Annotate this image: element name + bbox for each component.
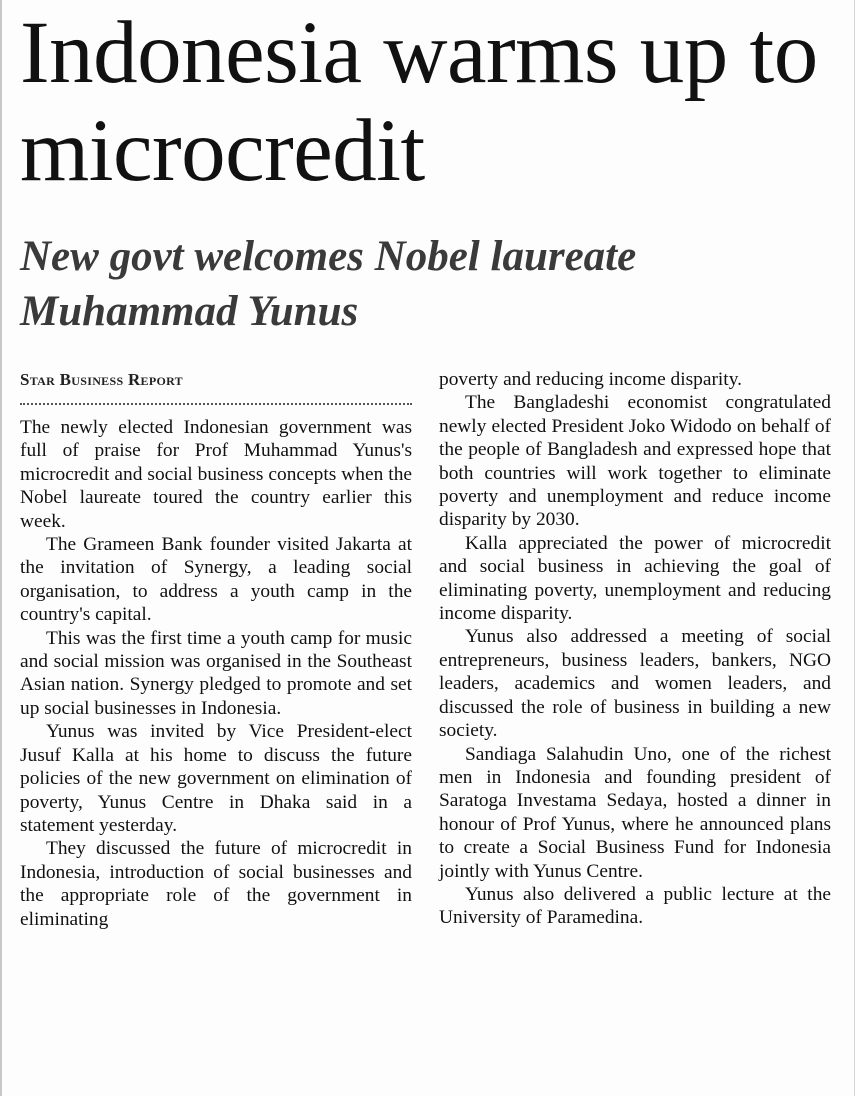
byline-divider	[20, 403, 412, 405]
paragraph: This was the first time a youth camp for music and social mission was organised in the Southeast Asian nation. Synergy pledged to promote and set up social businesses in Indonesia.	[20, 627, 412, 719]
paragraph: The Grameen Bank founder visited Jakarta at the invitation of Synergy, a leading social organisation, to address a youth camp in the country's capital.	[20, 534, 412, 626]
paragraph: Yunus also addressed a meeting of social entrepreneurs, business leaders, bankers, NGO leaders, academics and women leaders, and discussed the role of business in building a new society.	[439, 626, 831, 742]
headline: Indonesia warms up to microcredit	[20, 4, 818, 200]
paragraph: The newly elected Indonesian government was full of praise for Prof Muhammad Yunus's microcredit and social business concepts when the Nobel laureate toured the country earlier this week.	[20, 417, 412, 532]
paragraph: Yunus was invited by Vice President-elect Jusuf Kalla at his home to discuss the future policies of the new government on elimination of poverty, Yunus Centre in Dhaka said in a statement yesterday.	[20, 721, 412, 836]
byline: Star Business Report	[20, 370, 183, 389]
paragraph: Yunus also delivered a public lecture at the University of Paramedina.	[439, 883, 831, 929]
article-column-right	[439, 368, 831, 930]
subheadline: New govt welcomes Nobel laureate Muhammad Yunus	[20, 233, 637, 335]
article-column-left	[20, 368, 412, 931]
paragraph: poverty and reducing income disparity.	[439, 369, 742, 390]
paragraph: Kalla appreciated the power of microcredit and social business in achieving the goal of eliminating poverty, unemployment and reducing income disparity.	[439, 532, 831, 625]
paragraph: They discussed the future of microcredit in Indonesia, introduction of social businesses and the appropriate role of the government in eliminating	[20, 838, 412, 930]
paragraph: The Bangladeshi economist congratulated newly elected President Joko Widodo on behalf of the people of Bangladesh and expressed hope that both countries will work together to eliminate poverty and unemployment and reduce income disparity by 2030.	[439, 392, 831, 531]
paragraph: Sandiaga Salahudin Uno, one of the richest men in Indonesia and founding president of Saratoga Investama Sedaya, hosted a dinner in honour of Prof Yunus, where he announced plans to create a Social Business Fund for Indonesia jointly with Yunus Centre.	[439, 743, 831, 882]
